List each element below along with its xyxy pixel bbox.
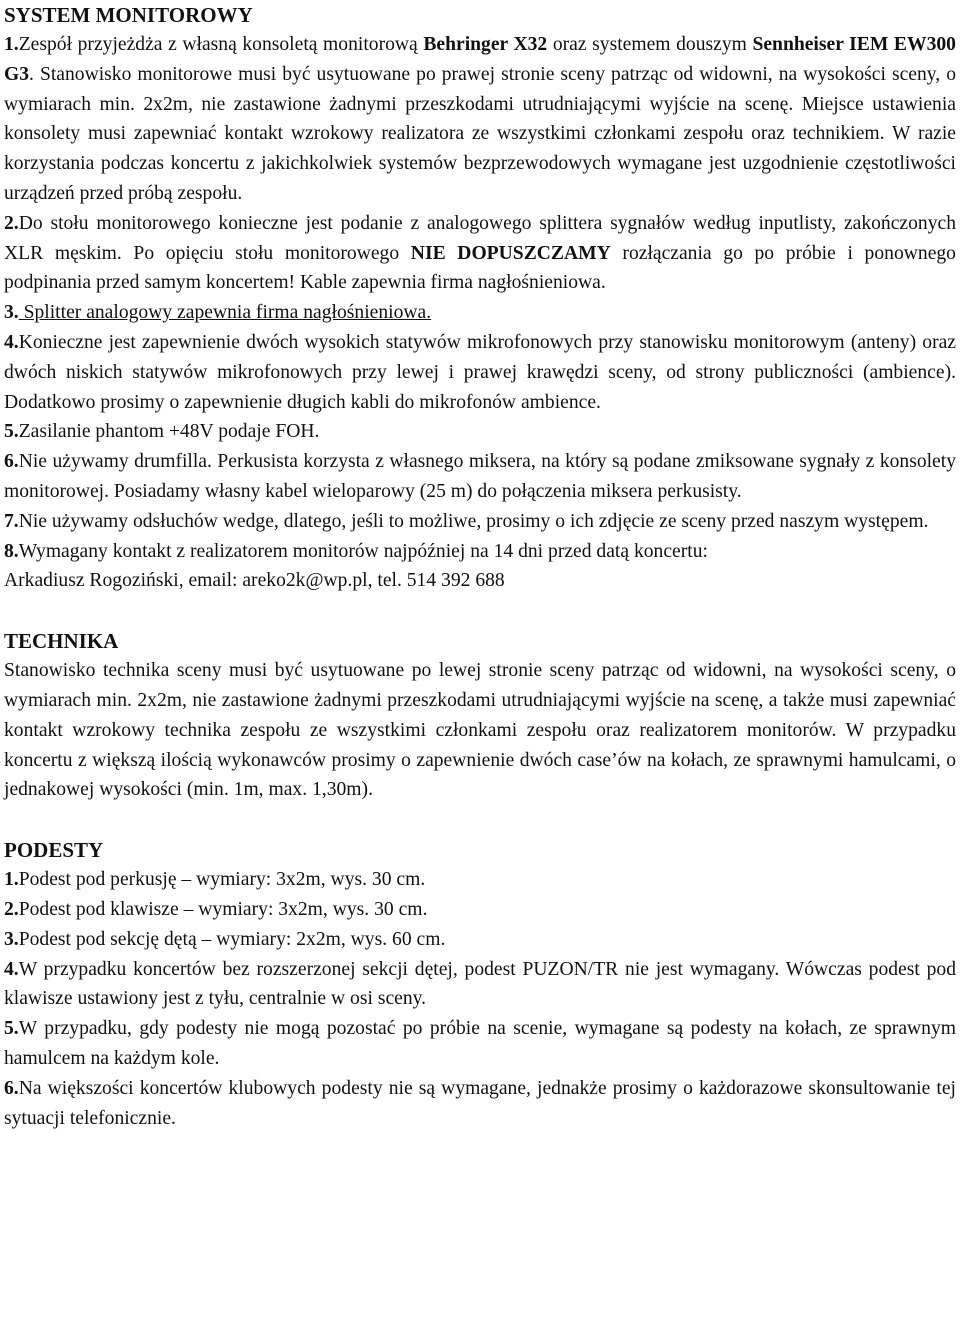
section-title-podesty: PODESTY — [4, 838, 104, 863]
monitor-item-3 — [4, 298, 956, 328]
technika-text: Stanowisko technika sceny musi być usytuowane po lewej stronie sceny patrząc od widowni, na wysokości sceny, o wymiarach min. 2x2m, nie zastawione żadnymi przeszkodami utrudniającymi wyjście na scenę, a także musi zapewniać kontakt wzrokowy technika zespołu ze wszystkimi członkami zespołu oraz realizatorem monitorów. W przypadku koncertu z większą ilością wykonawców prosimy o zapewnienie dwóch case’ów na kołach, ze sprawnymi hamulcami, o jednakowej wysokości (min. 1m, max. 1,30m). — [4, 660, 956, 801]
monitor-item-8 — [4, 537, 956, 597]
item-bold-text: NIE DOPUSZCZAMY — [410, 242, 611, 264]
monitor-item-6 — [4, 447, 956, 507]
spacer — [4, 596, 956, 626]
item-text: Konieczne jest zapewnienie dwóch wysokich statywów mikrofonowych przy stanowisku monitorowym (anteny) oraz dwóch niskich statywów mikrofonowych przy lewej i prawej krawędzi sceny, od strony publiczności (ambience). Dodatkowo prosimy o zapewnienie długich kabli do mikrofonów ambience. — [4, 331, 956, 413]
item-text: Splitter analogowy zapewnia firma nagłośnieniowa. — [18, 302, 432, 324]
item-number: 4. — [4, 331, 19, 353]
item-text: W przypadku, gdy podesty nie mogą pozostać po próbie na scenie, wymagane są podesty na kołach, ze sprawnym hamulcem na każdym kole. — [4, 1018, 956, 1069]
podesty-item-2 — [4, 895, 956, 925]
podesty-item-6 — [4, 1074, 956, 1134]
section-title-monitor: SYSTEM MONITOROWY — [4, 3, 253, 27]
item-text: rozłączania go po próbie i ponownego podpinania przed samym koncertem! Kable zapewnia firma nagłośnieniowa. — [4, 242, 956, 294]
item-bold-text: Sennheiser IEM EW300 G3 — [4, 34, 956, 85]
item-bold-text: Behringer X32 — [423, 34, 548, 55]
item-number: 4. — [4, 958, 19, 980]
item-number: 6. — [4, 1077, 19, 1099]
podesty-item-1 — [4, 865, 956, 895]
item-text: Do stołu monitorowego konieczne jest podanie z analogowego splittera sygnałów według inputlisty, zakończonych XLR męskim. Po opięciu stołu monitorowego — [4, 212, 956, 264]
monitor-item-1 — [4, 30, 956, 209]
item-text: Zespół przyjeżdża z własną konsoletą monitorową — [18, 34, 424, 55]
item-text: Nie używamy odsłuchów wedge, dlatego, jeśli to możliwe, prosimy o ich zdjęcie ze sceny przed naszym występem. — [18, 510, 929, 532]
item-text: Nie używamy drumfilla. Perkusista korzysta z własnego miksera, na który są podane zmiksowane sygnały z konsolety monitorowej. Posiadamy własny kabel wieloparowy (25 m) do połączenia miksera perkusisty. — [4, 451, 956, 502]
spacer — [4, 805, 956, 835]
item-text: Podest pod sekcję dętą – wymiary: 2x2m, wys. 60 cm. — [18, 928, 446, 950]
item-number: 7. — [4, 510, 19, 532]
monitor-item-7 — [4, 507, 956, 537]
podesty-item-5 — [4, 1014, 956, 1074]
item-number: 3. — [4, 928, 19, 950]
item-text: Podest pod klawisze – wymiary: 3x2m, wys. 30 cm. — [18, 898, 428, 920]
item-text: oraz systemem douszym — [547, 34, 753, 55]
podesty-item-3 — [4, 925, 956, 955]
item-number: 1. — [4, 34, 19, 55]
item-text: . Stanowisko monitorowe musi być usytuowane po prawej stronie sceny patrząc od widowni, na wysokości sceny, o wymiarach min. 2x2m, nie zastawione żadnymi przeszkodami utrudniającymi wyjście na scenę. Miejsce ustawienia konsolety musi zapewniać kontakt wzrokowy realizatora ze wszystkimi członkami zespołu oraz technikiem. W razie korzystania podczas koncertu z jakichkolwiek systemów bezprzewodowych wymagane jest uzgodnienie częstotliwości urządzeń przed próbą zespołu. — [4, 63, 956, 204]
item-text: Wymagany kontakt z realizatorem monitorów najpóźniej na 14 dni przed datą koncertu: — [18, 540, 708, 562]
item-number: 6. — [4, 451, 19, 473]
podesty-item-4 — [4, 955, 956, 1015]
item-number: 8. — [4, 540, 19, 562]
item-text: Zasilanie phantom +48V podaje FOH. — [18, 421, 320, 443]
item-text: Na większości koncertów klubowych podesty nie są wymagane, jednakże prosimy o każdorazowe skonsultowanie tej sytuacji telefonicznie. — [4, 1077, 956, 1129]
monitor-item-4 — [4, 328, 956, 417]
monitor-item-5 — [4, 417, 956, 447]
item-number: 2. — [4, 212, 19, 234]
item-number: 2. — [4, 898, 19, 920]
item-number: 1. — [4, 869, 19, 891]
item-number: 5. — [4, 1018, 19, 1040]
item-text: W przypadku koncertów bez rozszerzonej sekcji dętej, podest PUZON/TR nie jest wymagany. Wówczas podest pod klawisze ustawiony jest z tyłu, centralnie w osi sceny. — [4, 958, 956, 1010]
item-number: 3. — [4, 302, 19, 324]
section-title-technika: TECHNIKA — [4, 629, 119, 654]
contact-line: Arkadiusz Rogoziński, email: areko2k@wp.pl, tel. 514 392 688 — [4, 570, 505, 592]
monitor-item-2 — [4, 209, 956, 298]
item-text: Podest pod perkusję – wymiary: 3x2m, wys. 30 cm. — [18, 869, 426, 891]
item-number: 5. — [4, 421, 19, 443]
